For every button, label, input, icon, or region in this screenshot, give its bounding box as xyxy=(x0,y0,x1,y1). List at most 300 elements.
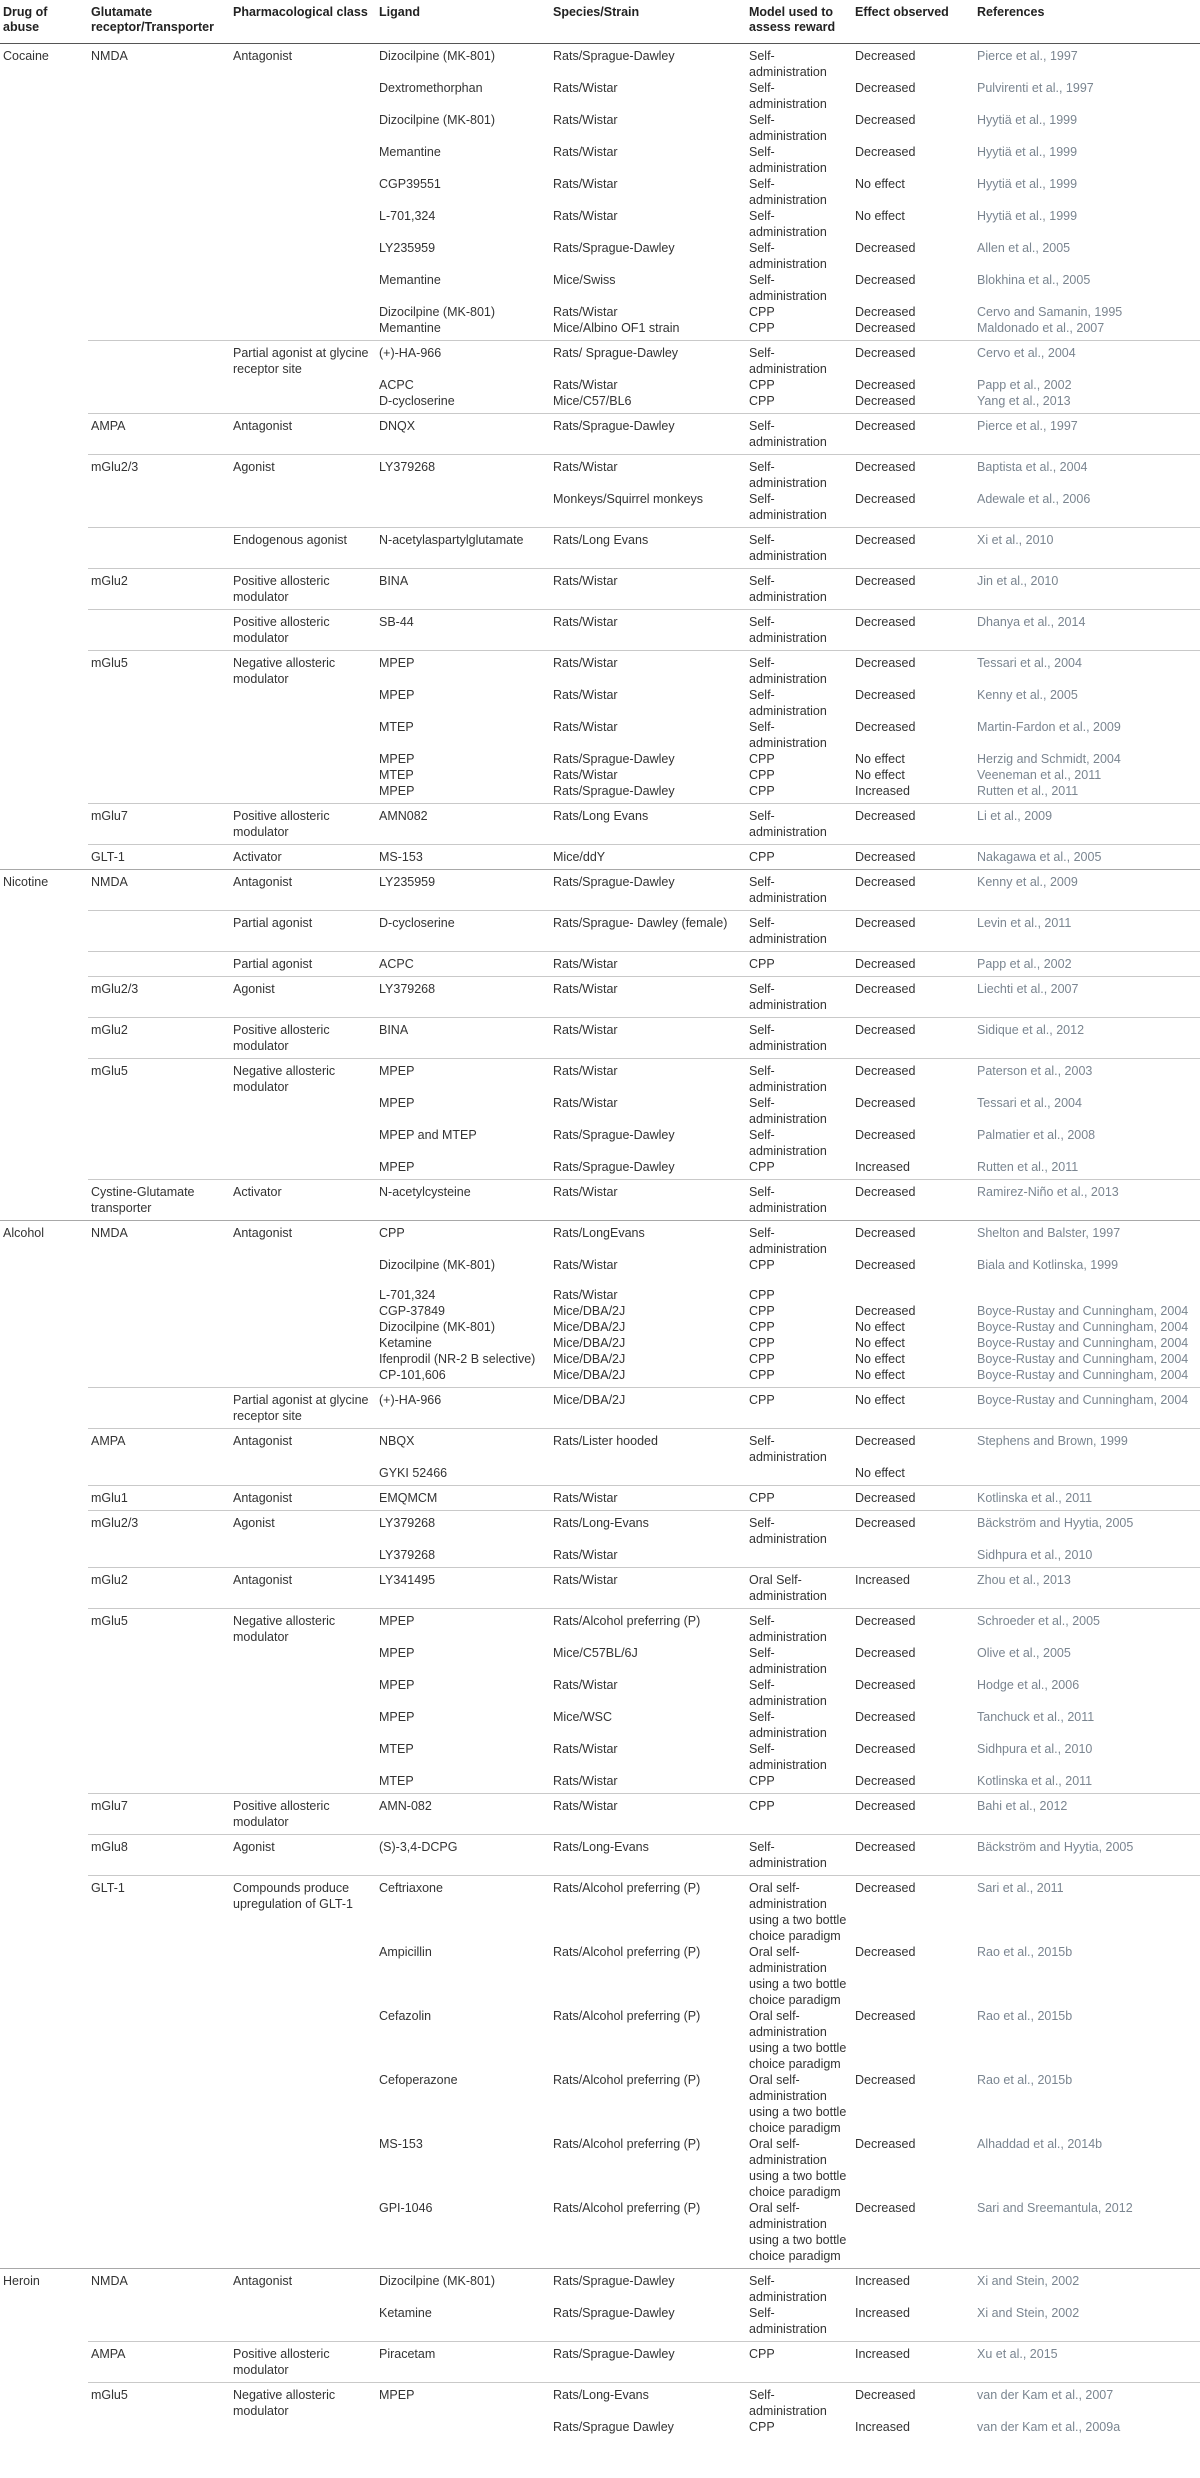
model-cell: Self-administration xyxy=(746,977,852,1018)
table-row xyxy=(0,144,1200,176)
ligand-cell: LY235959 xyxy=(379,241,436,255)
receptor-cell: mGlu5 xyxy=(88,1059,230,1096)
effect-cell: No effect xyxy=(855,177,905,191)
table-row xyxy=(0,1127,1200,1159)
table-row xyxy=(0,719,1200,751)
class-cell xyxy=(230,2200,376,2269)
table-row xyxy=(0,112,1200,144)
drug-cell xyxy=(0,272,88,304)
ligand-cell: Memantine xyxy=(379,273,441,287)
model-cell: CPP xyxy=(749,321,775,335)
class-cell: Negative allosteric modulator xyxy=(230,2383,376,2420)
effect-cell: Increased xyxy=(855,1160,910,1174)
drug-cell xyxy=(0,1835,88,1876)
table-row xyxy=(0,1335,1200,1351)
class-cell: Positive allosteric modulator xyxy=(230,2342,376,2383)
ligand-cell: (S)-3,4-DCPG xyxy=(376,1835,550,1876)
effect-cell: Increased xyxy=(855,2306,910,2320)
model-cell xyxy=(746,1465,852,1486)
drug-cell xyxy=(0,1794,88,1835)
effect-cell: Decreased xyxy=(852,952,974,977)
effect-cell: No effect xyxy=(855,752,905,766)
ligand-cell: Cefoperazone xyxy=(379,2073,458,2087)
receptor-cell xyxy=(88,1773,230,1794)
drug-cell xyxy=(0,1677,88,1709)
receptor-cell xyxy=(88,112,230,144)
model-cell: Self-administration xyxy=(749,1678,827,1708)
class-cell xyxy=(230,112,376,144)
receptor-cell xyxy=(88,304,230,320)
species-cell: Rats/Alcohol preferring (P) xyxy=(550,1609,746,1646)
species-cell: Rats/Alcohol preferring (P) xyxy=(553,2201,701,2215)
ligand-cell: AMN082 xyxy=(376,804,550,845)
class-cell xyxy=(230,2136,376,2200)
effect-cell: Decreased xyxy=(855,1646,916,1660)
drug-cell xyxy=(0,1511,88,1548)
table-row xyxy=(0,2419,1200,2439)
species-cell: Rats/Wistar xyxy=(553,1548,618,1562)
class-cell xyxy=(230,1944,376,2008)
reference-cell: Blokhina et al., 2005 xyxy=(977,273,1091,287)
reference-cell: Levin et al., 2011 xyxy=(974,911,1200,952)
table-row xyxy=(0,1273,1200,1303)
receptor-cell xyxy=(88,208,230,240)
species-cell: Mice/DBA/2J xyxy=(550,1388,746,1429)
receptor-cell xyxy=(88,377,230,393)
table-row xyxy=(0,1388,1200,1429)
receptor-cell: mGlu2/3 xyxy=(88,455,230,492)
reference-cell: Biala and Kotlinska, 1999 xyxy=(977,1258,1119,1272)
table-row xyxy=(0,1095,1200,1127)
drug-cell xyxy=(0,455,88,492)
ligand-cell: Memantine xyxy=(379,145,441,159)
reference-cell: Boyce-Rustay and Cunningham, 2004 xyxy=(977,1320,1189,1334)
reference-cell: Ramirez-Niño et al., 2013 xyxy=(974,1180,1200,1221)
effect-cell: Decreased xyxy=(852,610,974,651)
drug-cell xyxy=(0,719,88,751)
drug-cell xyxy=(0,341,88,378)
drug-cell xyxy=(0,1273,88,1303)
drug-cell xyxy=(0,804,88,845)
drug-cell xyxy=(0,2342,88,2383)
class-cell xyxy=(230,1677,376,1709)
class-cell xyxy=(230,1095,376,1127)
reference-cell: Cervo and Samanin, 1995 xyxy=(977,305,1123,319)
class-cell xyxy=(230,767,376,783)
receptor-cell xyxy=(88,2200,230,2269)
table-row xyxy=(0,1568,1200,1609)
receptor-cell xyxy=(88,2419,230,2439)
table-row xyxy=(0,491,1200,528)
drug-cell xyxy=(0,208,88,240)
ligand-cell: MTEP xyxy=(379,1742,414,1756)
table-row xyxy=(0,2342,1200,2383)
ligand-cell: ACPC xyxy=(376,952,550,977)
model-cell: CPP xyxy=(749,1288,775,1302)
drug-cell xyxy=(0,1486,88,1511)
effect-cell: No effect xyxy=(855,1352,905,1366)
class-cell: Activator xyxy=(230,1180,376,1221)
model-cell: Self-administration xyxy=(749,492,827,522)
model-cell: Self-administration xyxy=(749,1646,827,1676)
species-cell: Mice/Albino OF1 strain xyxy=(553,321,680,335)
class-cell xyxy=(230,320,376,341)
class-cell xyxy=(230,240,376,272)
effect-cell: Decreased xyxy=(855,49,916,63)
class-cell: Partial agonist at glycine receptor site xyxy=(230,341,376,378)
receptor-cell xyxy=(88,240,230,272)
class-cell xyxy=(230,1709,376,1741)
receptor-cell: NMDA xyxy=(88,870,230,911)
model-cell: CPP xyxy=(749,1258,775,1272)
ligand-cell: Dextromethorphan xyxy=(379,81,483,95)
receptor-cell xyxy=(88,80,230,112)
drug-cell xyxy=(0,569,88,610)
table-row xyxy=(0,1794,1200,1835)
class-cell xyxy=(230,1127,376,1159)
effect-cell: Decreased xyxy=(855,2201,916,2215)
receptor-cell xyxy=(88,2136,230,2200)
reference-cell: Sidhpura et al., 2010 xyxy=(977,1548,1093,1562)
class-cell: Antagonist xyxy=(230,1221,376,1258)
table-row xyxy=(0,341,1200,378)
drug-cell xyxy=(0,1095,88,1127)
ligand-cell: Cefazolin xyxy=(379,2009,432,2023)
model-cell: Self-administration xyxy=(746,1609,852,1646)
reference-cell: Kenny et al., 2005 xyxy=(977,688,1078,702)
ligand-cell: L-701,324 xyxy=(379,1288,436,1302)
class-cell: Positive allosteric modulator xyxy=(230,610,376,651)
effect-cell: Increased xyxy=(852,1568,974,1609)
receptor-cell xyxy=(88,393,230,414)
drug-cell xyxy=(0,1429,88,1466)
effect-cell: Decreased xyxy=(855,1710,916,1724)
species-cell: Rats/Wistar xyxy=(550,1059,746,1096)
effect-cell: No effect xyxy=(855,1368,905,1382)
effect-cell: Decreased xyxy=(852,911,974,952)
species-cell: Mice/ddY xyxy=(550,845,746,870)
drug-cell: Cocaine xyxy=(3,49,49,63)
reference-cell: Hyytiä et al., 1999 xyxy=(977,145,1078,159)
reference-cell: Bäckström and Hyytia, 2005 xyxy=(974,1511,1200,1548)
model-cell: Self-administration xyxy=(749,209,827,239)
class-cell: Partial agonist xyxy=(230,911,376,952)
species-cell: Rats/Alcohol preferring (P) xyxy=(550,1876,746,1945)
ligand-cell: GPI-1046 xyxy=(379,2201,433,2215)
model-cell: Self-administration xyxy=(746,1059,852,1096)
drug-cell xyxy=(0,393,88,414)
reference-cell: Liechti et al., 2007 xyxy=(974,977,1200,1018)
reference-cell: Pulvirenti et al., 1997 xyxy=(977,81,1094,95)
table-row xyxy=(0,80,1200,112)
drug-cell xyxy=(0,144,88,176)
drug-cell xyxy=(0,2419,88,2439)
ligand-cell: LY379268 xyxy=(376,1511,550,1548)
effect-cell: Decreased xyxy=(855,2137,916,2151)
species-cell: Rats/Wistar xyxy=(553,1742,618,1756)
drug-cell xyxy=(0,1257,88,1273)
class-cell xyxy=(230,2305,376,2342)
header-model: Model used to assess reward xyxy=(746,0,852,44)
species-cell: Monkeys/Squirrel monkeys xyxy=(553,492,704,506)
ligand-cell: EMQMCM xyxy=(376,1486,550,1511)
ligand-cell: Dizocilpine (MK-801) xyxy=(379,113,496,127)
ligand-cell: MS-153 xyxy=(376,845,550,870)
species-cell: Rats/Wistar xyxy=(553,177,618,191)
ligand-cell: Dizocilpine (MK-801) xyxy=(379,305,496,319)
class-cell xyxy=(230,1773,376,1794)
receptor-cell xyxy=(88,1273,230,1303)
model-cell: Self-administration xyxy=(749,49,827,79)
table-row xyxy=(0,1429,1200,1466)
table-row xyxy=(0,2136,1200,2200)
drug-cell xyxy=(0,845,88,870)
reference-cell: Tessari et al., 2004 xyxy=(977,1096,1082,1110)
effect-cell: Increased xyxy=(852,2342,974,2383)
receptor-cell xyxy=(88,1159,230,1180)
ligand-cell: DNQX xyxy=(376,414,550,455)
ligand-cell: Dizocilpine (MK-801) xyxy=(376,2269,550,2306)
model-cell: Self-administration xyxy=(749,81,827,111)
receptor-cell: mGlu2 xyxy=(88,569,230,610)
drug-cell xyxy=(0,1335,88,1351)
class-cell xyxy=(230,1351,376,1367)
class-cell xyxy=(230,1335,376,1351)
species-cell: Rats/Wistar xyxy=(553,81,618,95)
reference-cell: Sidhpura et al., 2010 xyxy=(977,1742,1093,1756)
drug-cell xyxy=(0,2008,88,2072)
receptor-cell: mGlu8 xyxy=(88,1835,230,1876)
species-cell: Rats/Wistar xyxy=(553,1288,618,1302)
species-cell: Rats/Sprague-Dawley xyxy=(550,2342,746,2383)
drug-cell xyxy=(0,1388,88,1429)
table-row xyxy=(0,952,1200,977)
effect-cell: Decreased xyxy=(855,1304,916,1318)
receptor-cell xyxy=(88,272,230,304)
species-cell: Rats/Alcohol preferring (P) xyxy=(553,1945,701,1959)
class-cell xyxy=(230,1645,376,1677)
reference-cell: Pierce et al., 1997 xyxy=(977,49,1078,63)
table-row xyxy=(0,414,1200,455)
effect-cell: Decreased xyxy=(852,569,974,610)
drug-cell xyxy=(0,1609,88,1646)
ligand-cell: LY235959 xyxy=(376,870,550,911)
receptor-cell: mGlu2 xyxy=(88,1568,230,1609)
ligand-cell: MTEP xyxy=(379,1774,414,1788)
species-cell: Rats/Wistar xyxy=(553,378,618,392)
drug-cell xyxy=(0,1645,88,1677)
receptor-cell xyxy=(88,2072,230,2136)
class-cell xyxy=(230,719,376,751)
model-cell: Self-administration xyxy=(746,2383,852,2420)
receptor-cell: NMDA xyxy=(88,2269,230,2306)
model-cell: Oral Self-administration xyxy=(746,1568,852,1609)
ligand-cell: CGP-37849 xyxy=(379,1304,446,1318)
model-cell: Self-administration xyxy=(746,1511,852,1548)
effect-cell: Decreased xyxy=(855,321,916,335)
table-row xyxy=(0,1677,1200,1709)
reference-cell: Maldonado et al., 2007 xyxy=(977,321,1105,335)
receptor-cell: mGlu2/3 xyxy=(88,1511,230,1548)
class-cell xyxy=(230,272,376,304)
drug-cell xyxy=(0,304,88,320)
reference-cell: Yang et al., 2013 xyxy=(977,394,1071,408)
ligand-cell: MTEP xyxy=(379,720,414,734)
table-body xyxy=(0,44,1200,2440)
reference-cell: Kenny et al., 2009 xyxy=(974,870,1200,911)
reference-cell: Xi and Stein, 2002 xyxy=(974,2269,1200,2306)
drug-cell xyxy=(0,767,88,783)
class-cell xyxy=(230,393,376,414)
model-cell: Self-administration xyxy=(749,1742,827,1772)
class-cell xyxy=(230,377,376,393)
receptor-cell xyxy=(88,528,230,569)
table-row xyxy=(0,2200,1200,2269)
ligand-cell: CGP39551 xyxy=(379,177,441,191)
class-cell: Endogenous agonist xyxy=(230,528,376,569)
reference-cell: Bäckström and Hyytia, 2005 xyxy=(974,1835,1200,1876)
receptor-cell xyxy=(88,320,230,341)
receptor-cell xyxy=(88,1319,230,1335)
model-cell: Self-administration xyxy=(746,804,852,845)
model-cell: Self-administration xyxy=(746,870,852,911)
reference-cell: Herzig and Schmidt, 2004 xyxy=(977,752,1121,766)
ligand-cell xyxy=(376,2419,550,2439)
species-cell: Rats/Sprague- Dawley (female) xyxy=(550,911,746,952)
effect-cell: Decreased xyxy=(855,1945,916,1959)
drug-cell xyxy=(0,2072,88,2136)
drug-cell xyxy=(0,1773,88,1794)
reference-cell: Shelton and Balster, 1997 xyxy=(974,1221,1200,1258)
ligand-cell: Ketamine xyxy=(379,2306,432,2320)
effect-cell: No effect xyxy=(855,1466,905,1480)
species-cell: Rats/Lister hooded xyxy=(550,1429,746,1466)
species-cell: Rats/Sprague-Dawley xyxy=(553,1160,675,1174)
table-row xyxy=(0,1741,1200,1773)
header-ligand: Ligand xyxy=(376,0,550,44)
class-cell: Agonist xyxy=(230,455,376,492)
species-cell: Rats/Long Evans xyxy=(550,804,746,845)
table-row xyxy=(0,1944,1200,2008)
class-cell: Antagonist xyxy=(230,414,376,455)
species-cell: Rats/Wistar xyxy=(553,1678,618,1692)
ligand-cell: MTEP xyxy=(379,768,414,782)
effect-cell: Increased xyxy=(852,2269,974,2306)
receptor-cell xyxy=(88,1388,230,1429)
effect-cell: Decreased xyxy=(855,492,916,506)
ligand-cell: ACPC xyxy=(379,378,414,392)
receptor-cell: AMPA xyxy=(88,1429,230,1466)
drug-cell xyxy=(0,911,88,952)
species-cell: Rats/ Sprague-Dawley xyxy=(550,341,746,378)
receptor-cell xyxy=(88,1741,230,1773)
species-cell: Mice/C57BL/6J xyxy=(553,1646,638,1660)
drug-cell xyxy=(0,1876,88,1945)
effect-cell: No effect xyxy=(855,1320,905,1334)
model-cell: Oral self-administration using a two bottle choice paradigm xyxy=(746,1876,852,1945)
species-cell: Rats/Long-Evans xyxy=(550,1511,746,1548)
reference-cell: Boyce-Rustay and Cunningham, 2004 xyxy=(977,1368,1189,1382)
header-receptor: Glutamate receptor/Transporter xyxy=(88,0,230,44)
effect-cell: Decreased xyxy=(852,1221,974,1258)
class-cell: Positive allosteric modulator xyxy=(230,804,376,845)
reference-cell: Kotlinska et al., 2011 xyxy=(977,1774,1093,1788)
model-cell: Self-administration xyxy=(746,569,852,610)
model-cell: Self-administration xyxy=(749,273,827,303)
species-cell: Rats/Sprague-Dawley xyxy=(553,2306,675,2320)
species-cell: Rats/Alcohol preferring (P) xyxy=(553,2073,701,2087)
species-cell: Rats/Sprague-Dawley xyxy=(553,49,675,63)
class-cell: Antagonist xyxy=(230,1486,376,1511)
species-cell: Rats/LongEvans xyxy=(550,1221,746,1258)
species-cell: Mice/DBA/2J xyxy=(553,1352,626,1366)
species-cell: Rats/Wistar xyxy=(553,305,618,319)
species-cell: Rats/Wistar xyxy=(550,610,746,651)
model-cell: CPP xyxy=(746,1388,852,1429)
reference-cell: Hyytiä et al., 1999 xyxy=(977,177,1078,191)
receptor-cell: mGlu1 xyxy=(88,1486,230,1511)
effect-cell: Decreased xyxy=(855,1096,916,1110)
table-row xyxy=(0,1351,1200,1367)
class-cell: Agonist xyxy=(230,1511,376,1548)
model-cell: CPP xyxy=(746,952,852,977)
effect-cell: Decreased xyxy=(852,1018,974,1059)
model-cell: Self-administration xyxy=(746,1221,852,1258)
species-cell: Rats/Sprague-Dawley xyxy=(550,2269,746,2306)
class-cell: Negative allosteric modulator xyxy=(230,651,376,688)
receptor-cell xyxy=(88,1303,230,1319)
receptor-cell xyxy=(88,783,230,804)
ligand-cell: Ifenprodil (NR-2 B selective) xyxy=(379,1352,536,1366)
receptor-cell xyxy=(88,1127,230,1159)
drug-cell xyxy=(0,610,88,651)
ligand-cell: MPEP xyxy=(379,1646,415,1660)
model-cell: Self-administration xyxy=(746,1429,852,1466)
receptor-cell xyxy=(88,719,230,751)
model-cell: Self-administration xyxy=(746,2269,852,2306)
model-cell: CPP xyxy=(746,845,852,870)
class-cell: Antagonist xyxy=(230,870,376,911)
effect-cell: Decreased xyxy=(852,977,974,1018)
class-cell xyxy=(230,176,376,208)
ligand-cell: MPEP xyxy=(376,2383,550,2420)
model-cell: Self-administration xyxy=(749,241,827,271)
ligand-cell: NBQX xyxy=(376,1429,550,1466)
table-row xyxy=(0,176,1200,208)
reference-cell: Kotlinska et al., 2011 xyxy=(974,1486,1200,1511)
model-cell: Oral self-administration using a two bottle choice paradigm xyxy=(749,2009,847,2071)
effect-cell: Decreased xyxy=(852,1794,974,1835)
ligand-cell: Dizocilpine (MK-801) xyxy=(379,49,496,63)
species-cell: Rats/Wistar xyxy=(553,1096,618,1110)
class-cell xyxy=(230,491,376,528)
effect-cell: Decreased xyxy=(855,81,916,95)
reference-cell: Schroeder et al., 2005 xyxy=(974,1609,1200,1646)
drug-cell: Heroin xyxy=(0,2269,88,2306)
receptor-cell: GLT-1 xyxy=(88,1876,230,1945)
species-cell: Rats/Wistar xyxy=(550,1486,746,1511)
receptor-cell: mGlu7 xyxy=(88,1794,230,1835)
table-row xyxy=(0,1319,1200,1335)
model-cell: Oral self-administration using a two bottle choice paradigm xyxy=(749,2137,847,2199)
class-cell: Positive allosteric modulator xyxy=(230,1794,376,1835)
model-cell: CPP xyxy=(746,1486,852,1511)
effect-cell: Decreased xyxy=(852,1059,974,1096)
drug-cell xyxy=(0,1465,88,1486)
reference-cell: Jin et al., 2010 xyxy=(974,569,1200,610)
table-row xyxy=(0,1367,1200,1388)
class-cell xyxy=(230,1319,376,1335)
